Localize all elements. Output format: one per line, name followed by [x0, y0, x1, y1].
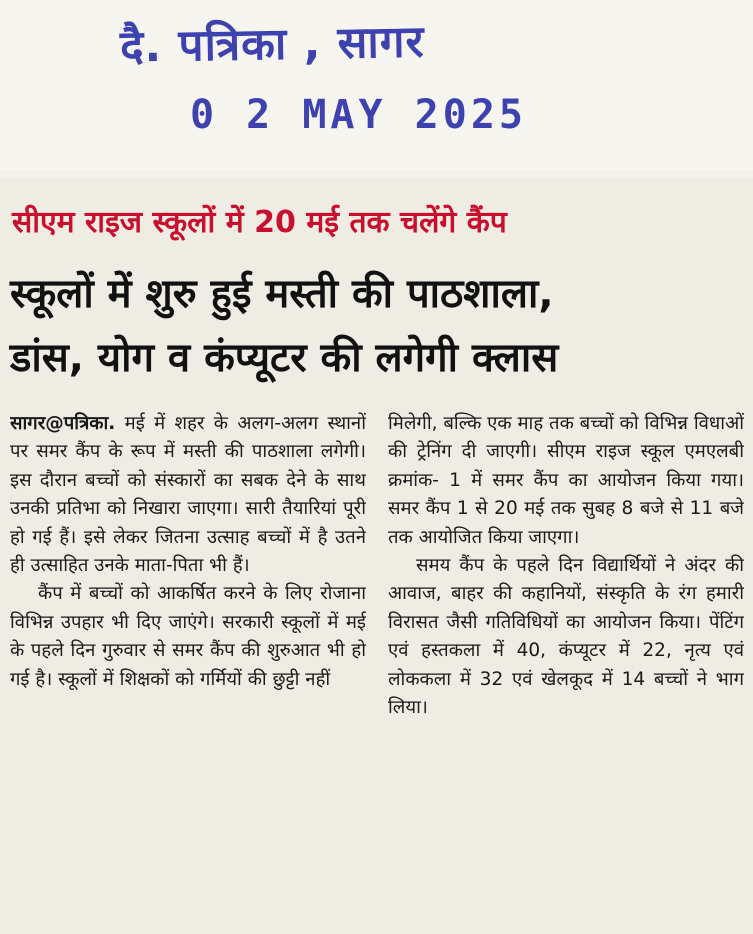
publication-stamp [0, 0, 753, 170]
article-column-2 [388, 410, 744, 934]
newspaper-clipping [0, 178, 753, 934]
headline-line-1: स्कूलों में शुरु हुई मस्ती की पाठशाला, [10, 271, 554, 317]
paragraph-1-text: मई में शहर के अलग-अलग स्थानों पर समर कैंप के रूप में मस्ती की पाठशाला लगेगी। इस दौरान बच्चों को संस्कारों का सबक देने के साथ उनकी प्रतिभा को निखारा जाएगा। सारी तैयारियां पूरी हो गई हैं। इसे लेकर जितना उत्साह बच्चों में है उतने ही उत्साहित उनके माता-पिता भी हैं। [10, 413, 366, 577]
paragraph-1 [10, 410, 366, 580]
stamp-publication-name: दै. पत्रिका , सागर [119, 16, 425, 73]
paragraph-2: कैंप में बच्चों को आकर्षित करने के लिए रोजाना विभिन्न उपहार भी दिए जाएंगे। सरकारी स्कूलों में मई के पहले दिन गुरुवार से समर कैंप की शुरुआत भी हो गई है। स्कूलों में शिक्षकों को गर्मियों की छुट्टी नहीं [10, 583, 366, 690]
article-kicker: सीएम राइज स्कूलों में 20 मई तक चलेंगे कैंप [12, 205, 507, 240]
article-headline [10, 262, 745, 390]
stamp-date: 0 2 MAY 2025 [190, 92, 527, 138]
dateline: सागर@पत्रिका. [10, 413, 116, 434]
article-body [10, 410, 745, 934]
paragraph-3: मिलेगी, बल्कि एक माह तक बच्चों को विभिन्न विधाओं की ट्रेनिंग दी जाएगी। सीएम राइज स्कूल एमएलबी क्रमांक- 1 में समर कैंप का आयोजन किया गया। समर कैंप 1 से 20 मई तक सुबह 8 बजे से 11 बजे तक आयोजित किया जाएगा। [388, 413, 744, 548]
article-column-1 [10, 410, 366, 934]
paragraph-4: समय कैंप के पहले दिन विद्यार्थियों ने अंदर की आवाज, बाहर की कहानियों, संस्कृति के रंग हमारी विरासत जैसी गतिविधियों का आयोजन किया। पेंटिंग एवं हस्तकला में 40, कंप्यूटर में 22, नृत्य एवं लोककला में 32 एवं खेलकूद में 14 बच्चों ने भाग लिया। [388, 555, 744, 719]
headline-line-2: डांस, योग व कंप्यूटर की लगेगी क्लास [10, 335, 559, 381]
